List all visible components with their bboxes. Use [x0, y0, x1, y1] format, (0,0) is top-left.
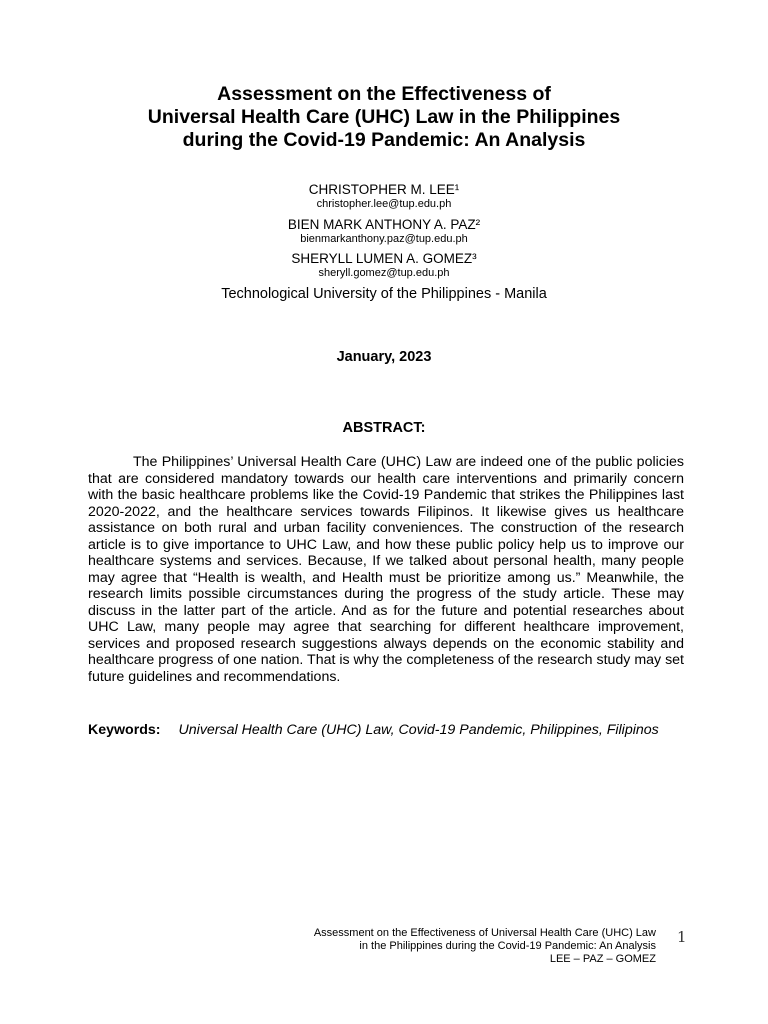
title-line-2: Universal Health Care (UHC) Law in the Philippines: [147, 106, 621, 128]
footer-line-2: in the Philippines during the Covid-19 Pandemic: An Analysis: [359, 940, 656, 952]
paper-title: [0, 83, 768, 152]
author-1: [0, 182, 768, 211]
page-number: 1: [677, 928, 687, 946]
author-2: [0, 217, 768, 246]
footer-line-1: Assessment on the Effectiveness of Universal Health Care (UHC) Law: [313, 927, 656, 939]
abstract-heading: ABSTRACT:: [342, 420, 426, 436]
affiliation: Technological University of the Philippines - Manila: [221, 286, 547, 302]
footer-authors: LEE – PAZ – GOMEZ: [549, 953, 656, 965]
publication-date: January, 2023: [336, 349, 432, 365]
author-email: bienmarkanthony.paz@tup.edu.ph: [300, 233, 468, 245]
title-line-3: during the Covid-19 Pandemic: An Analysis: [182, 129, 586, 151]
page-footer: [236, 927, 656, 966]
author-3: [0, 251, 768, 280]
keywords-label: Keywords:: [88, 722, 161, 738]
author-name: BIEN MARK ANTHONY A. PAZ²: [287, 217, 481, 232]
author-email: sheryll.gomez@tup.edu.ph: [318, 267, 450, 279]
author-name: SHERYLL LUMEN A. GOMEZ³: [291, 251, 477, 266]
author-name: CHRISTOPHER M. LEE¹: [308, 182, 460, 197]
title-line-1: Assessment on the Effectiveness of: [217, 83, 551, 105]
keywords-text: Universal Health Care (UHC) Law, Covid-19 Pandemic, Philippines, Filipinos: [178, 722, 659, 738]
keywords: [88, 722, 684, 739]
author-email: christopher.lee@tup.edu.ph: [316, 198, 452, 210]
abstract-body: The Philippines’ Universal Health Care (UHC) Law are indeed one of the public policies that are considered mandatory towards our health care interventions and primarily concern with the basic healthcare problems like the Covid-19 Pandemic that strikes the Philippines last 2020-2022, and the healthcare services towards Filipinos. It likewise gives us healthcare assistance on both rural and urban facility conveniences. The construction of the research article is to give importance to UHC Law, and how these public policy help us to improve our healthcare systems and services. Because, If we talked about personal health, many people may agree that “Health is wealth, and Health must be prioritize among us.” Meanwhile, the research limits possible circumstances during the progress of the study article. These may discuss in the latter part of the article. And as for the future and potential researches about UHC Law, many people may agree that searching for different healthcare improvement, services and proposed research suggestions always depends on the economic stability and healthcare progress of one nation. That is why the completeness of the research study may set future guidelines and recommendations.: [88, 454, 684, 685]
